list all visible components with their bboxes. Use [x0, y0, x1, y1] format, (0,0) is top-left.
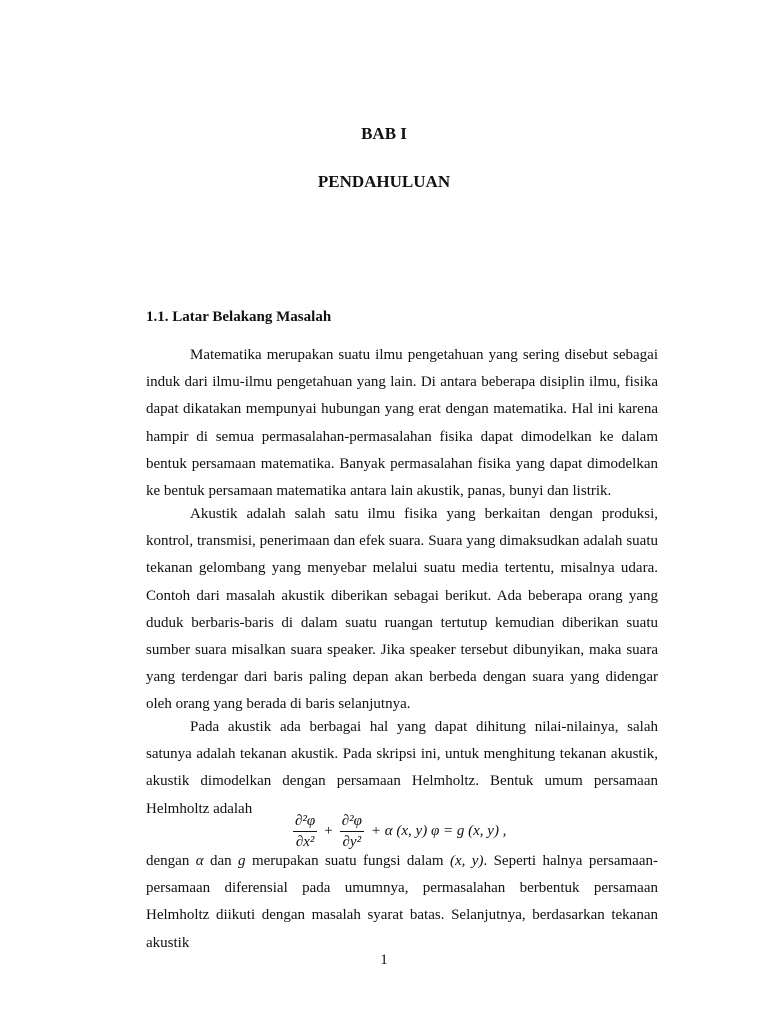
- plus-operator: +: [324, 822, 333, 839]
- paragraph-2: Akustik adalah salah satu ilmu fisika yang berkaitan dengan produksi, kontrol, transmisi, penerimaan dan efek suara. Suara yang dimaksudkan adalah suatu tekanan gelombang yang menyebar melalui suatu media tertentu, misalnya udara. Contoh dari masalah akustik diberikan sebagai berikut. Ada beberapa orang yang duduk berbaris-baris di dalam suatu ruangan tertutup kemudian diberikan suatu sumber suara misalkan suara speaker. Jika speaker tersebut dibunyikan, maka suara yang terdengar dari baris paling depan akan berbeda dengan suara yang didengar oleh orang yang berada di baris selanjutnya.: [146, 506, 658, 713]
- paragraph-3: Pada akustik ada berbagai hal yang dapat dihitung nilai-nilainya, salah satunya adalah tekanan akustik. Pada skripsi ini, untuk menghitung tekanan akustik, akustik dimodelkan dengan persamaan Helmholtz. Bentuk umum persamaan Helmholtz adalah: [146, 719, 658, 817]
- text-span: . Seperti halnya persamaan-persamaan diferensial pada umumnya, permasalahan berbentuk persamaan Helmholtz diikuti dengan masalah syarat batas. Selanjutnya, berdasarkan tekanan akustik: [146, 853, 658, 951]
- text-span: dengan: [146, 853, 196, 869]
- fraction-d2phi-dx2: [293, 812, 317, 851]
- fraction-numerator: ∂²φ: [340, 812, 364, 832]
- page-number: 1: [380, 952, 388, 968]
- section-heading: 1.1. Latar Belakang Masalah: [146, 309, 332, 325]
- paragraph-4: [146, 848, 658, 957]
- text-span: dan: [203, 853, 239, 869]
- fraction-denominator: ∂y²: [342, 833, 362, 850]
- equation-remainder: + α (x, y) φ = g (x, y) ,: [370, 822, 507, 839]
- fraction-denominator: ∂x²: [295, 833, 315, 850]
- chapter-number: BAB I: [361, 124, 407, 143]
- paragraph-1: Matematika merupakan suatu ilmu pengetahuan yang sering disebut sebagai induk dari ilmu-ilmu pengetahuan yang lain. Di antara beberapa disiplin ilmu, fisika dapat dikatakan mempunyai hubungan yang erat dengan matematika. Hal ini karena hampir di semua permasalahan-permasalahan fisika dapat dimodelkan ke dalam bentuk persamaan matematika. Banyak permasalahan fisika yang dapat dimodelkan ke bentuk persamaan matematika antara lain akustik, panas, bunyi dan listrik.: [146, 347, 658, 500]
- chapter-title: PENDAHULUAN: [317, 172, 451, 191]
- g-symbol: g: [238, 853, 246, 869]
- fraction-numerator: ∂²φ: [293, 812, 317, 832]
- fraction-d2phi-dy2: [340, 812, 364, 851]
- text-span: merupakan suatu fungsi dalam: [245, 853, 450, 869]
- xy-symbol: (x, y): [449, 853, 484, 869]
- alpha-symbol: α: [195, 853, 204, 869]
